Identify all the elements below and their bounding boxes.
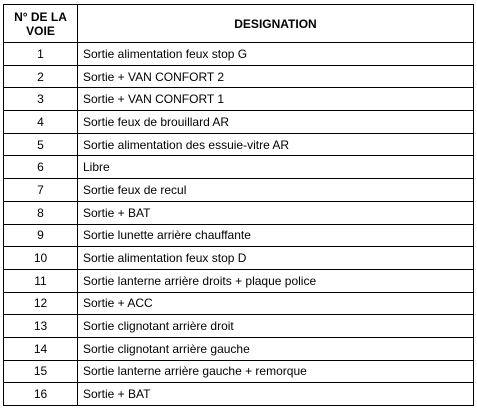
pin-number-cell: 4 bbox=[4, 111, 78, 134]
pin-number-cell: 8 bbox=[4, 201, 78, 224]
table-header-row bbox=[4, 5, 474, 43]
table-row bbox=[4, 337, 474, 360]
table-row bbox=[4, 133, 474, 156]
pin-number-cell: 15 bbox=[4, 360, 78, 383]
table-row bbox=[4, 88, 474, 111]
table-row bbox=[4, 224, 474, 247]
column-header-designation: DESIGNATION bbox=[78, 5, 474, 43]
designation-cell: Sortie clignotant arrière gauche bbox=[78, 337, 474, 360]
pin-number-cell: 14 bbox=[4, 337, 78, 360]
table-body bbox=[4, 43, 474, 406]
table-row bbox=[4, 247, 474, 270]
table-row bbox=[4, 315, 474, 338]
table-row bbox=[4, 201, 474, 224]
designation-cell: Sortie lunette arrière chauffante bbox=[78, 224, 474, 247]
table-row bbox=[4, 65, 474, 88]
designation-cell: Sortie + ACC bbox=[78, 292, 474, 315]
designation-cell: Sortie + BAT bbox=[78, 383, 474, 406]
pin-number-cell: 10 bbox=[4, 247, 78, 270]
pin-number-cell: 11 bbox=[4, 269, 78, 292]
pin-number-cell: 6 bbox=[4, 156, 78, 179]
designation-cell: Sortie feux de recul bbox=[78, 179, 474, 202]
column-header-pin-number: N° DE LA VOIE bbox=[4, 5, 78, 43]
designation-cell: Sortie alimentation des essuie-vitre AR bbox=[78, 133, 474, 156]
pin-number-cell: 7 bbox=[4, 179, 78, 202]
table-row bbox=[4, 179, 474, 202]
table-row bbox=[4, 111, 474, 134]
pin-number-cell: 16 bbox=[4, 383, 78, 406]
pin-number-cell: 13 bbox=[4, 315, 78, 338]
pin-number-cell: 9 bbox=[4, 224, 78, 247]
designation-cell: Libre bbox=[78, 156, 474, 179]
table-row bbox=[4, 269, 474, 292]
designation-cell: Sortie + VAN CONFORT 1 bbox=[78, 88, 474, 111]
table-row bbox=[4, 292, 474, 315]
pin-number-cell: 3 bbox=[4, 88, 78, 111]
designation-cell: Sortie lanterne arrière droits + plaque police bbox=[78, 269, 474, 292]
pin-number-cell: 2 bbox=[4, 65, 78, 88]
designation-cell: Sortie lanterne arrière gauche + remorque bbox=[78, 360, 474, 383]
pin-assignment-table bbox=[3, 4, 474, 406]
table-row bbox=[4, 360, 474, 383]
designation-cell: Sortie + VAN CONFORT 2 bbox=[78, 65, 474, 88]
table-row bbox=[4, 156, 474, 179]
pin-number-cell: 12 bbox=[4, 292, 78, 315]
designation-cell: Sortie alimentation feux stop G bbox=[78, 43, 474, 66]
designation-cell: Sortie feux de brouillard AR bbox=[78, 111, 474, 134]
table-row bbox=[4, 43, 474, 66]
designation-cell: Sortie alimentation feux stop D bbox=[78, 247, 474, 270]
pin-number-cell: 5 bbox=[4, 133, 78, 156]
pin-number-cell: 1 bbox=[4, 43, 78, 66]
designation-cell: Sortie + BAT bbox=[78, 201, 474, 224]
table-row bbox=[4, 383, 474, 406]
designation-cell: Sortie clignotant arrière droit bbox=[78, 315, 474, 338]
